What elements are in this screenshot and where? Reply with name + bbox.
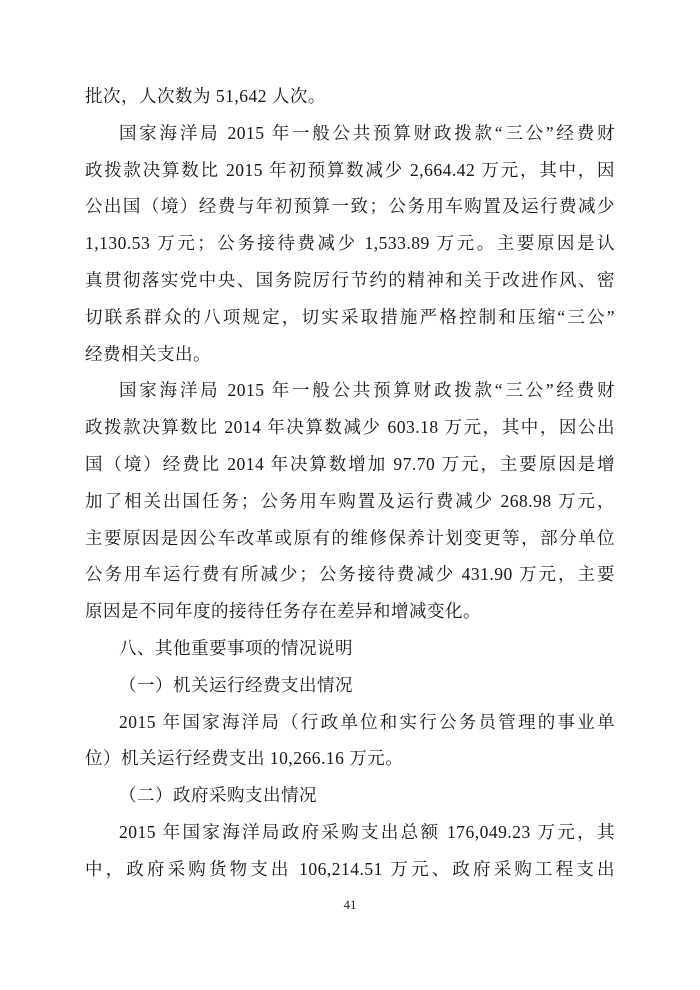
text-line: 加了相关出国任务；公务用车购置及运行费减少 268.98 万元， xyxy=(85,490,615,511)
section-heading: 八、其他重要事项的情况说明 xyxy=(119,637,353,658)
text-line: 国家海洋局 2015 年一般公共预算财政拨款“三公”经费财 xyxy=(119,122,615,143)
text-line: 2015 年国家海洋局政府采购支出总额 176,049.23 万元，其 xyxy=(119,821,615,842)
text-line: 经费相关支出。 xyxy=(85,343,211,364)
text-line: 2015 年国家海洋局（行政单位和实行公务员管理的事业单 xyxy=(119,711,615,732)
text-line: 切联系群众的八项规定，切实采取措施严格控制和压缩“三公” xyxy=(85,306,615,327)
text-line: 政拨款决算数比 2015 年初预算数减少 2,664.42 万元，其中，因 xyxy=(85,159,615,180)
text-line: 公出国（境）经费与年初预算一致；公务用车购置及运行费减少 xyxy=(85,196,615,217)
text-line: 国（境）经费比 2014 年决算数增加 97.70 万元，主要原因是增 xyxy=(85,453,615,474)
subsection-heading: （二）政府采购支出情况 xyxy=(119,785,317,806)
text-line: 原因是不同年度的接待任务存在差异和增减变化。 xyxy=(85,601,481,622)
page-number: 41 xyxy=(343,897,357,912)
page-body xyxy=(85,78,615,888)
text-line: 政拨款决算数比 2014 年决算数减少 603.18 万元，其中，因公出 xyxy=(85,417,615,438)
subsection-heading: （一）机关运行经费支出情况 xyxy=(119,674,353,695)
text-line: 位）机关运行经费支出 10,266.16 万元。 xyxy=(85,748,404,769)
text-line: 真贯彻落实党中央、国务院厉行节约的精神和关于改进作风、密 xyxy=(85,269,615,290)
text-line: 主要原因是因公车改革或原有的维修保养计划变更等，部分单位 xyxy=(85,527,615,548)
text-line: 1,130.53 万元；公务接待费减少 1,533.89 万元。主要原因是认 xyxy=(85,233,615,254)
text-line: 中，政府采购货物支出 106,214.51 万元、政府采购工程支出 xyxy=(85,858,615,879)
text-line: 批次，人次数为 51,642 人次。 xyxy=(85,86,326,106)
text-line: 国家海洋局 2015 年一般公共预算财政拨款“三公”经费财 xyxy=(119,380,615,401)
text-line: 公务用车运行费有所减少；公务接待费减少 431.90 万元，主要 xyxy=(85,564,615,585)
